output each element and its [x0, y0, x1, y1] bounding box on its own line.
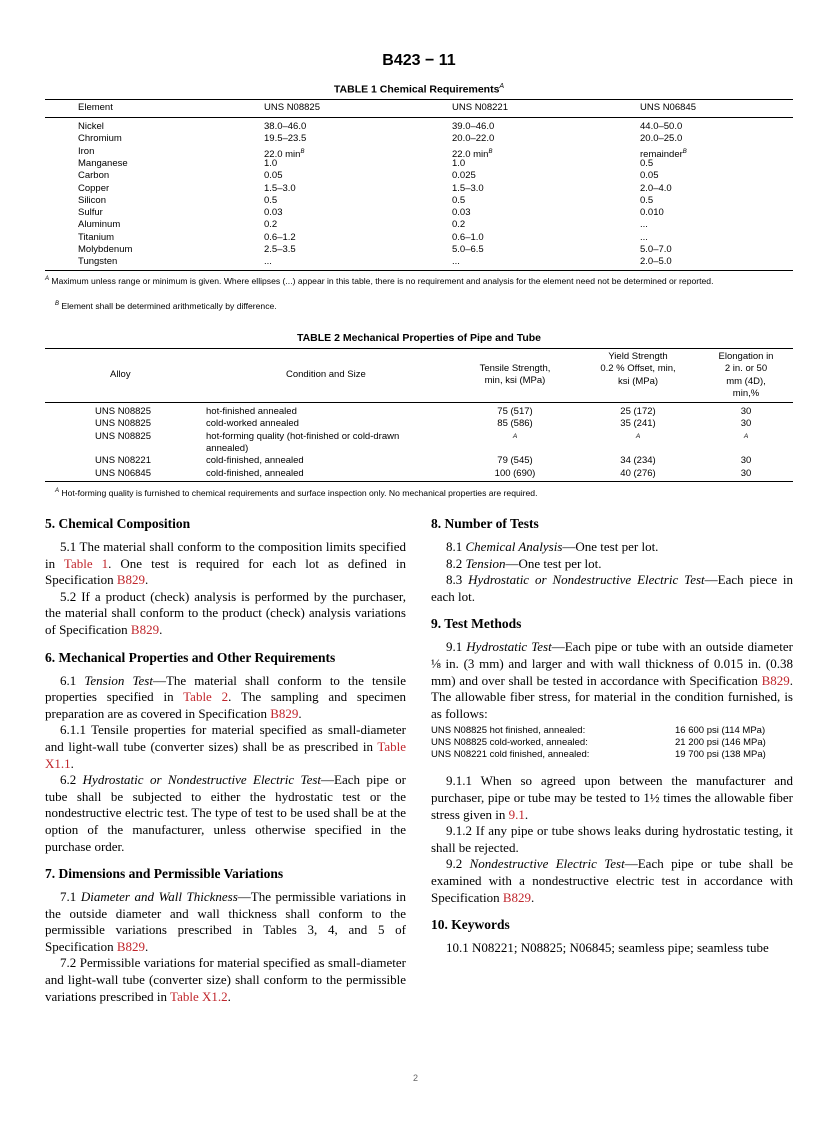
- table1-cell: [264, 158, 277, 170]
- fiber-stress-label: UNS N08221 cold finished, annealed:: [431, 749, 590, 761]
- table1-header-cell: UNS N08221: [452, 102, 508, 113]
- table2-caption: TABLE 2 Mechanical Properties of Pipe and Tube: [296, 332, 542, 344]
- para-9-2-title: Nondestructive Electric Test: [469, 856, 625, 872]
- link-b829[interactable]: B829: [130, 621, 160, 637]
- para-6-1-text: —The material shall conform to the tensile properties specified in: [45, 672, 406, 705]
- table1-cell-text: 0.2: [264, 219, 278, 231]
- table2-yield: 35 (241): [620, 418, 656, 430]
- table1-cell: [264, 121, 306, 133]
- table1-cell: [264, 256, 272, 268]
- table2-yield: 34 (234): [620, 455, 656, 467]
- table1-cell: [78, 158, 128, 170]
- table1-caption-text: TABLE 1 Chemical Requirements: [333, 83, 500, 96]
- table1-cell: [452, 256, 460, 268]
- table1-cell-text: Molybdenum: [78, 244, 133, 255]
- para-7-1-title: Diameter and Wall Thickness: [80, 889, 238, 905]
- table2-alloy: UNS N08825: [95, 406, 151, 417]
- table1-cell-text: Nickel: [78, 121, 104, 132]
- table1-header-rule: [45, 117, 793, 118]
- table1-cell: [264, 207, 283, 219]
- para-6-1-1-end: .: [70, 755, 74, 771]
- table1-caption: [45, 83, 793, 96]
- table1-cell-text: Iron: [78, 145, 95, 157]
- table1-cell-text: ...: [640, 219, 648, 231]
- table1-bottom-rule: [45, 270, 793, 271]
- para-5-1-text-b: . One test is required for each lot as defined in Specification: [45, 555, 406, 588]
- fiber-stress-label: UNS N08825 cold-worked, annealed:: [431, 737, 588, 749]
- table2-header-yield-line1: Yield Strength: [608, 351, 668, 362]
- para-6-1-title: Tension Test: [84, 672, 153, 688]
- link-b829[interactable]: B829: [270, 705, 299, 721]
- link-table-2[interactable]: Table 2: [183, 689, 229, 705]
- table2-condition-line: hot-forming quality (hot-finished or cold-drawn: [206, 430, 400, 442]
- table1-cell: [264, 219, 277, 231]
- table1-cell-text: Sulfur: [78, 207, 103, 219]
- table2-condition-line: cold-finished, annealed: [206, 455, 304, 467]
- table1-cell: [78, 133, 122, 145]
- para-9-1-title: Hydrostatic Test: [466, 639, 552, 655]
- table1-cell: [78, 183, 109, 195]
- table1-cell: [640, 158, 653, 170]
- table2-condition: [206, 431, 399, 456]
- fiber-stress-row: [431, 749, 793, 761]
- table1-top-rule: [45, 99, 793, 100]
- table1-cell-text: 0.6–1.0: [452, 231, 484, 243]
- link-table-x1-2[interactable]: Table X1.2: [170, 988, 228, 1004]
- para-6-1-num: 6.1: [60, 672, 85, 688]
- table1-cell: [640, 133, 682, 145]
- table1-cell: [452, 244, 484, 256]
- table2-alloy: UNS N08221: [95, 455, 151, 467]
- para-7-2-end: .: [227, 988, 231, 1004]
- link-b829[interactable]: B829: [502, 889, 532, 905]
- table1-cell: [78, 244, 132, 256]
- para-9-2: [431, 856, 793, 906]
- para-6-1-1: [45, 722, 406, 772]
- para-9-1-end: . The allowable fiber stress, for material in the condition furnished, is as follows:: [431, 672, 793, 721]
- table1-footnote-a-text: Maximum unless range or minimum is given. Where ellipses (...) appear in this table, there is no requirement and analysis for the element need not be determined or reported.: [51, 275, 714, 286]
- table1-cell-text: 38.0–46.0: [264, 121, 307, 132]
- table1-cell: [640, 207, 664, 219]
- table1-cell: [452, 207, 471, 219]
- table1-cell: [78, 256, 117, 268]
- table1-cell-text: 0.03: [452, 207, 471, 219]
- table1-cell-text: 39.0–46.0: [452, 121, 495, 132]
- para-9-2-end: .: [531, 889, 535, 905]
- table2-footnote-mark: A: [55, 488, 60, 494]
- table1-cell-note: B: [682, 148, 687, 155]
- table2-bottom-rule: [45, 481, 793, 482]
- para-9-2-num: 9.2: [446, 856, 470, 872]
- fiber-stress-row: [431, 725, 793, 737]
- table1-cell-text: 0.05: [264, 170, 283, 182]
- link-b829[interactable]: B829: [116, 938, 146, 954]
- page-marker: 2: [413, 1073, 419, 1083]
- table2-tensile: 85 (586): [497, 418, 533, 430]
- table1-cell-text: 0.5: [640, 157, 654, 169]
- table2-yield: 25 (172): [620, 406, 656, 417]
- table2-header-condition: Condition and Size: [286, 369, 366, 380]
- para-9-1-text: —Each pipe or tube with an outside diameter ⅛ in. (3 mm) and larger and with wall thickness of 0.015 in. (0.38 mm) and over shall be tested in accordance with Specification: [431, 639, 793, 688]
- table2-tensile: 100 (690): [494, 467, 536, 479]
- table1-cell-text: 5.0–6.5: [452, 244, 484, 255]
- table1-cell: [640, 195, 653, 207]
- table1-cell-text: Copper: [78, 182, 110, 194]
- table1-cell-text: Tungsten: [78, 256, 118, 268]
- table1-cell-text: 0.025: [452, 170, 476, 182]
- table1-footnote-a-mark: A: [45, 276, 50, 282]
- table1-cell: [640, 170, 659, 182]
- table2-tensile: A: [512, 432, 518, 440]
- para-9-1: [431, 639, 793, 722]
- table2-elongation: 30: [740, 418, 752, 430]
- table1-cell-text: 0.2: [452, 219, 466, 231]
- fiber-stress-row: [431, 737, 793, 749]
- table2-header-elong-line1: Elongation in: [718, 351, 774, 362]
- table1-header-cell: Element: [78, 102, 113, 113]
- section-9-heading: 9. Test Methods: [431, 616, 522, 632]
- table2-header-rule: [45, 402, 793, 403]
- table1-cell: [264, 244, 296, 256]
- section-7-heading: 7. Dimensions and Permissible Variations: [45, 866, 284, 882]
- section-5-heading: 5. Chemical Composition: [45, 516, 191, 531]
- para-6-1-end: .: [298, 705, 302, 721]
- section-8-heading: 8. Number of Tests: [431, 516, 539, 531]
- table1-cell-text: 1.5–3.0: [452, 182, 484, 194]
- table2-condition: [206, 468, 304, 480]
- table1-cell-text: Chromium: [78, 133, 122, 145]
- para-8-3-num: 8.3: [446, 572, 469, 588]
- para-5-2: [45, 589, 406, 639]
- table2-condition: [206, 406, 297, 418]
- section-6-heading: 6. Mechanical Properties and Other Requirements: [45, 649, 336, 665]
- para-6-2-title: Hydrostatic or Nondestructive Electric Test: [82, 772, 322, 788]
- table1-cell-text: 22.0 min: [452, 148, 489, 160]
- table1-cell: [640, 183, 672, 195]
- table1-cell-text: ...: [452, 256, 460, 268]
- table2-elongation: A: [743, 432, 749, 440]
- table1-cell-text: remainder: [640, 148, 683, 160]
- table1-cell-text: 0.05: [640, 170, 659, 182]
- table1-cell-text: 0.5: [264, 194, 278, 206]
- table2-tensile: 79 (545): [497, 455, 533, 467]
- table1-cell: [452, 133, 494, 145]
- para-9-1-1: [431, 773, 793, 823]
- table1-cell: [640, 232, 648, 244]
- table2-condition-line: hot-finished annealed: [206, 406, 297, 417]
- table1-cell-note: B: [488, 148, 493, 155]
- para-6-1: [45, 673, 406, 723]
- table1-cell-text: 19.5–23.5: [264, 133, 307, 145]
- para-8-2: [431, 556, 793, 573]
- table1-cell: [452, 232, 484, 244]
- table2-header-tensile: [470, 363, 560, 388]
- table1-cell-text: 0.5: [640, 194, 654, 206]
- para-9-1-2: 9.1.2 If any pipe or tube shows leaks during hydrostatic testing, it shall be rejected.: [431, 823, 793, 855]
- table2-condition: [206, 418, 299, 430]
- table1-cell: [452, 170, 476, 182]
- table1-header-cell: UNS N08825: [264, 102, 320, 113]
- para-5-2-end: .: [159, 621, 163, 637]
- para-10-1: 10.1 N08221; N08825; N06845; seamless pipe; seamless tube: [446, 940, 769, 956]
- table1-cell: [78, 170, 109, 182]
- para-6-1-1-text: 6.1.1 Tensile properties for material specified as small-diameter and light-wall tube (converter sizes) shall be as prescribed in: [45, 722, 406, 754]
- table1-cell: [78, 207, 103, 219]
- para-7-2: [45, 955, 406, 1005]
- table1-cell: [264, 195, 277, 207]
- para-5-1-text: 5.1 The material shall conform to the composition limits specified in: [45, 539, 406, 571]
- table2-elongation: 30: [740, 455, 752, 467]
- para-8-1-num: 8.1: [446, 539, 466, 554]
- para-9-1-1-end: .: [524, 806, 529, 822]
- table1-footnote-b-text: Element shall be determined arithmetically by difference.: [61, 300, 277, 311]
- table1-cell-text: 1.0: [452, 157, 466, 169]
- section-10-heading: 10. Keywords: [431, 917, 510, 933]
- table1-cell: [264, 133, 306, 145]
- left-column: [45, 515, 406, 1005]
- table2-condition-line2: annealed): [206, 442, 249, 454]
- table1-cell-text: ...: [640, 231, 648, 243]
- table1-cell: [78, 219, 120, 231]
- table2-footnote-text: Hot-forming quality is furnished to chemical requirements and surface inspection only. No mechanical properties are required.: [61, 487, 538, 498]
- table1-cell: [78, 121, 104, 133]
- para-9-2-text: —Each pipe or tube shall be examined with a nondestructive electric test in accordance with Specification: [431, 856, 794, 905]
- table2-condition-line: cold-finished, annealed: [206, 467, 304, 479]
- table1-caption-note: A: [499, 83, 505, 90]
- para-8-2-num: 8.2: [446, 555, 466, 571]
- table1-footnote-b-mark: B: [55, 301, 60, 307]
- table1-cell: [640, 121, 682, 133]
- para-6-2-text: —Each pipe or tube shall be subjected to either the hydrostatic test or the nondestructive electric test. The type of test to be used shall be at the option of the manufacturer, unless otherwise specified in the purchase order.: [45, 772, 406, 854]
- para-7-2-text: 7.2 Permissible variations for material specified as small-diameter and light-wall tube (converter size) shall conform to the permissible variations prescribed in: [45, 955, 406, 1004]
- para-8-3: [431, 572, 793, 605]
- para-8-2-title: Tension: [465, 555, 506, 571]
- para-7-1-end: .: [145, 938, 149, 954]
- para-6-1-text-b: . The sampling and specimen preparation are as covered in Specification: [45, 689, 406, 721]
- table1-cell: [452, 158, 465, 170]
- table1-cell-text: 0.5: [452, 194, 466, 206]
- table1-cell: [452, 183, 484, 195]
- para-8-1: [431, 539, 793, 556]
- table2-footnote: [45, 485, 793, 499]
- table2-elongation: 30: [740, 406, 752, 417]
- para-6-2-num: 6.2: [60, 772, 83, 788]
- table1-cell-text: 2.0–4.0: [640, 182, 672, 194]
- table2-condition: [206, 455, 304, 467]
- link-b829[interactable]: B829: [116, 572, 146, 588]
- fiber-stress-value: 21 200 psi (146 MPa): [675, 737, 766, 749]
- table2-header-alloy: Alloy: [110, 369, 131, 380]
- para-5-2-text: 5.2 If a product (check) analysis is performed by the purchaser, the material shall conform to the product (check) analysis variations of Specification: [45, 588, 406, 637]
- table1-cell-text: Silicon: [78, 194, 106, 206]
- table1-cell-text: Manganese: [78, 157, 128, 169]
- table1-cell-text: 2.0–5.0: [640, 256, 672, 268]
- fiber-stress-value: 16 600 psi (114 MPa): [675, 725, 766, 737]
- table1-cell: [78, 146, 94, 158]
- table2-alloy: UNS N08825: [95, 430, 151, 442]
- table1-cell: [452, 219, 465, 231]
- table2-tensile: 75 (517): [497, 406, 533, 417]
- table1-cell: [640, 219, 648, 231]
- table1-cell-text: 0.6–1.2: [264, 231, 296, 243]
- fiber-stress-label: UNS N08825 hot finished, annealed:: [431, 725, 586, 737]
- table2-top-rule: [45, 348, 793, 349]
- table1-cell-note: B: [300, 148, 305, 155]
- table2-header-yield-line2: 0.2 % Offset, min,: [600, 363, 676, 375]
- table1-cell: [452, 121, 494, 133]
- table2-header-elong-line3: mm (4D),: [726, 375, 766, 387]
- fiber-stress-value: 19 700 psi (138 MPa): [675, 749, 766, 761]
- para-8-3-title: Hydrostatic or Nondestructive Electric Test: [468, 572, 705, 588]
- table1-cell: [640, 256, 672, 268]
- link-b829[interactable]: B829: [761, 672, 790, 688]
- para-7-1-text: —The permissible variations in the outside diameter and wall thickness shall conform to the permissible variations prescribed in Tables 3, 4, and 5 of Specification: [45, 889, 406, 954]
- table1-cell-text: 0.03: [264, 207, 283, 219]
- table1-cell: [264, 170, 283, 182]
- para-8-1-text: —One test per lot.: [562, 539, 659, 554]
- table1-cell: [264, 183, 296, 195]
- fiber-stress-list: [431, 725, 793, 761]
- table2-yield: 40 (276): [620, 467, 656, 479]
- table1-footnote-b: [45, 298, 793, 312]
- link-table-1[interactable]: Table 1: [63, 555, 109, 571]
- para-8-2-text: —One test per lot.: [505, 555, 602, 571]
- table2-header-elong-line2: 2 in. or 50: [724, 363, 768, 375]
- table1-cell: [264, 232, 296, 244]
- table1-cell-text: 22.0 min: [264, 148, 301, 160]
- table1-cell: [452, 195, 465, 207]
- table1-cell: [78, 195, 106, 207]
- table1-cell-text: 0.010: [640, 207, 664, 219]
- table1-cell-text: 5.0–7.0: [640, 244, 672, 255]
- table1-cell-text: Aluminum: [78, 219, 121, 231]
- para-5-1: [45, 539, 406, 589]
- link-9-1[interactable]: 9.1: [508, 806, 525, 822]
- table2-yield: A: [635, 432, 641, 440]
- table2-header-elong-line4: min,%: [732, 387, 760, 399]
- table2-header-yield: [588, 351, 688, 388]
- table1-cell-text: Carbon: [78, 170, 110, 182]
- para-8-1-title: Chemical Analysis: [465, 539, 563, 554]
- para-5-1-end: .: [145, 572, 149, 588]
- table1-cell: [640, 244, 672, 256]
- para-9-1-num: 9.1: [446, 639, 467, 655]
- table2-header-tensile-line1: Tensile Strength,: [479, 363, 551, 374]
- table1-cell-text: 20.0–25.0: [640, 133, 683, 145]
- table1-cell-text: ...: [264, 256, 272, 268]
- table1-cell-text: 20.0–22.0: [452, 133, 495, 145]
- table2-alloy: UNS N06845: [95, 467, 151, 479]
- para-6-2: [45, 772, 406, 855]
- table1-cell-text: 2.5–3.5: [264, 244, 296, 255]
- table1-cell: [78, 232, 114, 244]
- para-9-1-1-text: 9.1.1 When so agreed upon between the manufacturer and purchaser, pipe or tube may be tested to 1½ times the allowable fiber stress given in: [431, 773, 793, 822]
- table2-header-elongation: [706, 351, 786, 400]
- table2-condition-line: cold-worked annealed: [206, 418, 299, 430]
- table2-alloy: UNS N08825: [95, 418, 151, 430]
- link-table-x1-1[interactable]: Table X1.1: [45, 738, 406, 771]
- table1-header-cell: UNS N06845: [640, 102, 696, 113]
- para-7-1: [45, 889, 406, 955]
- table1-cell-text: 1.5–3.0: [264, 182, 296, 194]
- para-7-1-num: 7.1: [60, 889, 81, 905]
- table2-header-yield-line3: ksi (MPa): [617, 375, 659, 387]
- table1-cell-text: Titanium: [78, 231, 115, 243]
- para-8-3-text: —Each piece in each lot.: [431, 572, 793, 604]
- table2-header-tensile-line2: min, ksi (MPa): [484, 375, 546, 387]
- table1-footnote-a: [45, 273, 793, 287]
- table1-cell-text: 44.0–50.0: [640, 121, 683, 132]
- table2-elongation: 30: [740, 467, 752, 479]
- table1-cell-text: 1.0: [264, 157, 278, 169]
- right-column: [431, 515, 793, 957]
- document-designation: B423 − 11: [382, 52, 456, 69]
